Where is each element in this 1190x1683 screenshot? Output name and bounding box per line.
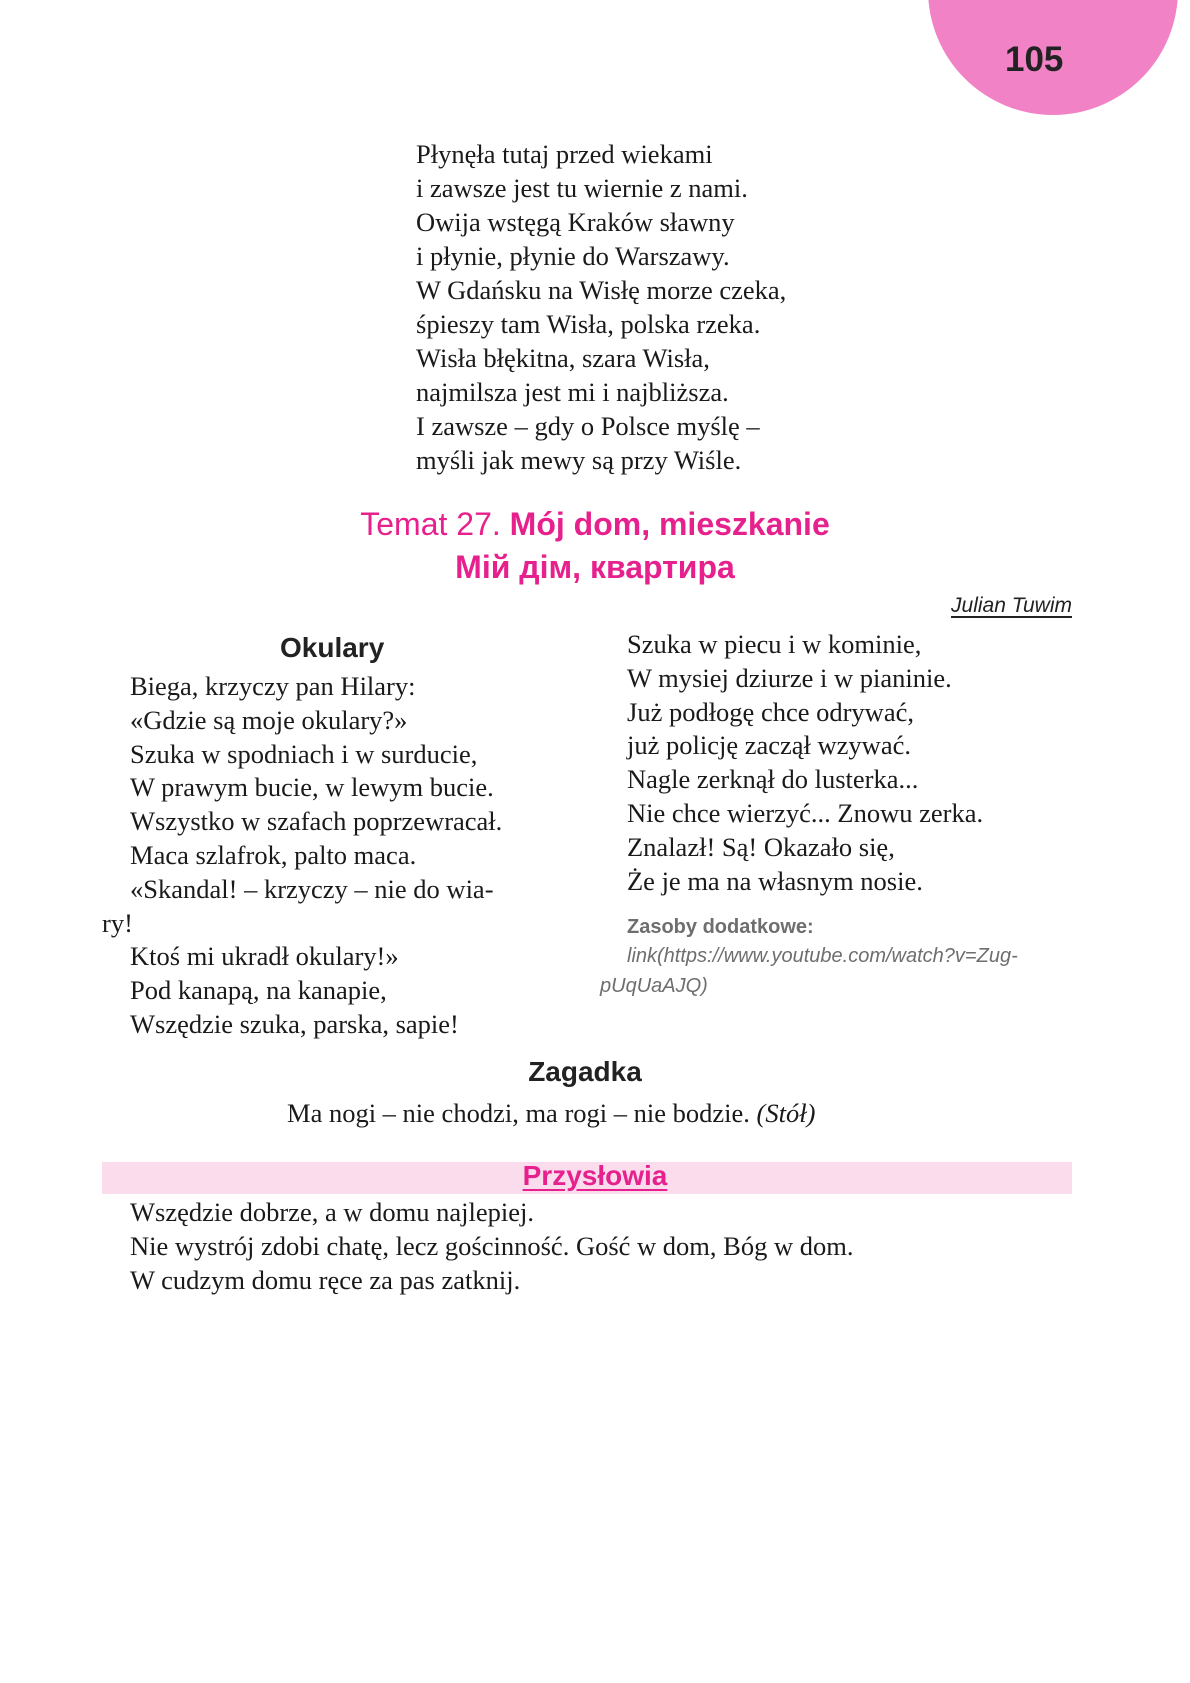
poem-right-column: [627, 628, 983, 898]
vistula-poem: [416, 137, 786, 477]
topic-title-ua: Мій дім, квартира: [455, 549, 735, 585]
poem-line: Wszystko w szafach poprzewracał.: [130, 806, 503, 837]
poem-line: Maca szlafrok, palto maca.: [130, 839, 417, 870]
poem-line: już policję zaczął wzywać.: [627, 730, 911, 761]
resources-link-line[interactable]: pUqUaAJQ): [600, 975, 708, 997]
resources-title: Zasoby dodatkowe:: [627, 916, 814, 938]
poem-line: i płynie, płynie do Warszawy.: [416, 241, 730, 271]
poem-line: W Gdańsku na Wisłę morze czeka,: [416, 275, 787, 305]
poem-line: ry!: [102, 907, 133, 938]
poem-line: I zawsze – gdy o Polsce myślę –: [416, 411, 760, 441]
proverbs-title: Przysłowia: [522, 1160, 668, 1191]
poem-line: Szuka w piecu i w kominie,: [627, 629, 922, 659]
poem-line: i zawsze jest tu wiernie z nami.: [416, 173, 748, 203]
poem-line: Pod kanapą, na kanapie,: [130, 975, 387, 1006]
poem-left-column: [102, 670, 502, 1042]
poem-line: najmilsza jest mi i najbliższa.: [416, 377, 729, 407]
poem-line: Ktoś mi ukradł okulary!»: [130, 941, 399, 972]
resources-link-line[interactable]: link(https://www.youtube.com/watch?v=Zug-: [627, 945, 1018, 967]
poem-line: Wisła błękitna, szara Wisła,: [416, 343, 710, 373]
proverb-line: Wszędzie dobrze, a w domu najlepiej.: [130, 1197, 534, 1227]
poem-line: Już podłogę chce odrywać,: [627, 696, 914, 727]
riddle-text: [287, 1098, 815, 1129]
proverb-line: W cudzym domu ręce za pas zatknij.: [130, 1264, 521, 1295]
topic-heading: [0, 506, 1190, 543]
page-number: 105: [1005, 40, 1064, 79]
proverbs-list: [130, 1196, 853, 1297]
poem-author: Julian Tuwim: [951, 594, 1072, 617]
poem-line: Że je ma na własnym nosie.: [627, 865, 923, 896]
riddle-question: Ma nogi – nie chodzi, ma rogi – nie bodzie.: [287, 1098, 757, 1128]
poem-line: «Skandal! – krzyczy – nie do wia-: [130, 873, 494, 904]
poem-line: W mysiej dziurze i w pianinie.: [627, 662, 952, 693]
poem-line: Płynęła tutaj przed wiekami: [416, 139, 713, 169]
poem-line: Nagle zerknął do lusterka...: [627, 764, 919, 795]
topic-title-pl: Mój dom, mieszkanie: [509, 506, 830, 542]
poem-title: Okulary: [280, 632, 385, 663]
poem-line: Owija wstęgą Kraków sławny: [416, 207, 735, 237]
riddle-answer: (Stół): [756, 1098, 816, 1128]
riddle-title: Zagadka: [528, 1056, 642, 1087]
poem-line: W prawym bucie, w lewym bucie.: [130, 772, 494, 803]
topic-prefix: Temat 27.: [360, 506, 510, 542]
additional-resources: [600, 916, 1075, 1001]
poem-line: Szuka w spodniach i w surducie,: [130, 738, 478, 769]
poem-line: Wszędzie szuka, parska, sapie!: [130, 1008, 459, 1039]
poem-line: «Gdzie są moje okulary?»: [130, 704, 408, 735]
poem-line: Nie chce wierzyć... Znowu zerka.: [627, 797, 984, 828]
resources-link[interactable]: [600, 941, 1075, 1001]
poem-line: Znalazł! Są! Okazało się,: [627, 831, 895, 862]
poem-line: śpieszy tam Wisła, polska rzeka.: [416, 309, 761, 339]
proverb-line: Nie wystrój zdobi chatę, lecz gościnność. Gość w dom, Bóg w dom.: [130, 1230, 854, 1261]
poem-line: Biega, krzyczy pan Hilary:: [130, 671, 416, 701]
poem-line: myśli jak mewy są przy Wiśle.: [416, 445, 742, 475]
